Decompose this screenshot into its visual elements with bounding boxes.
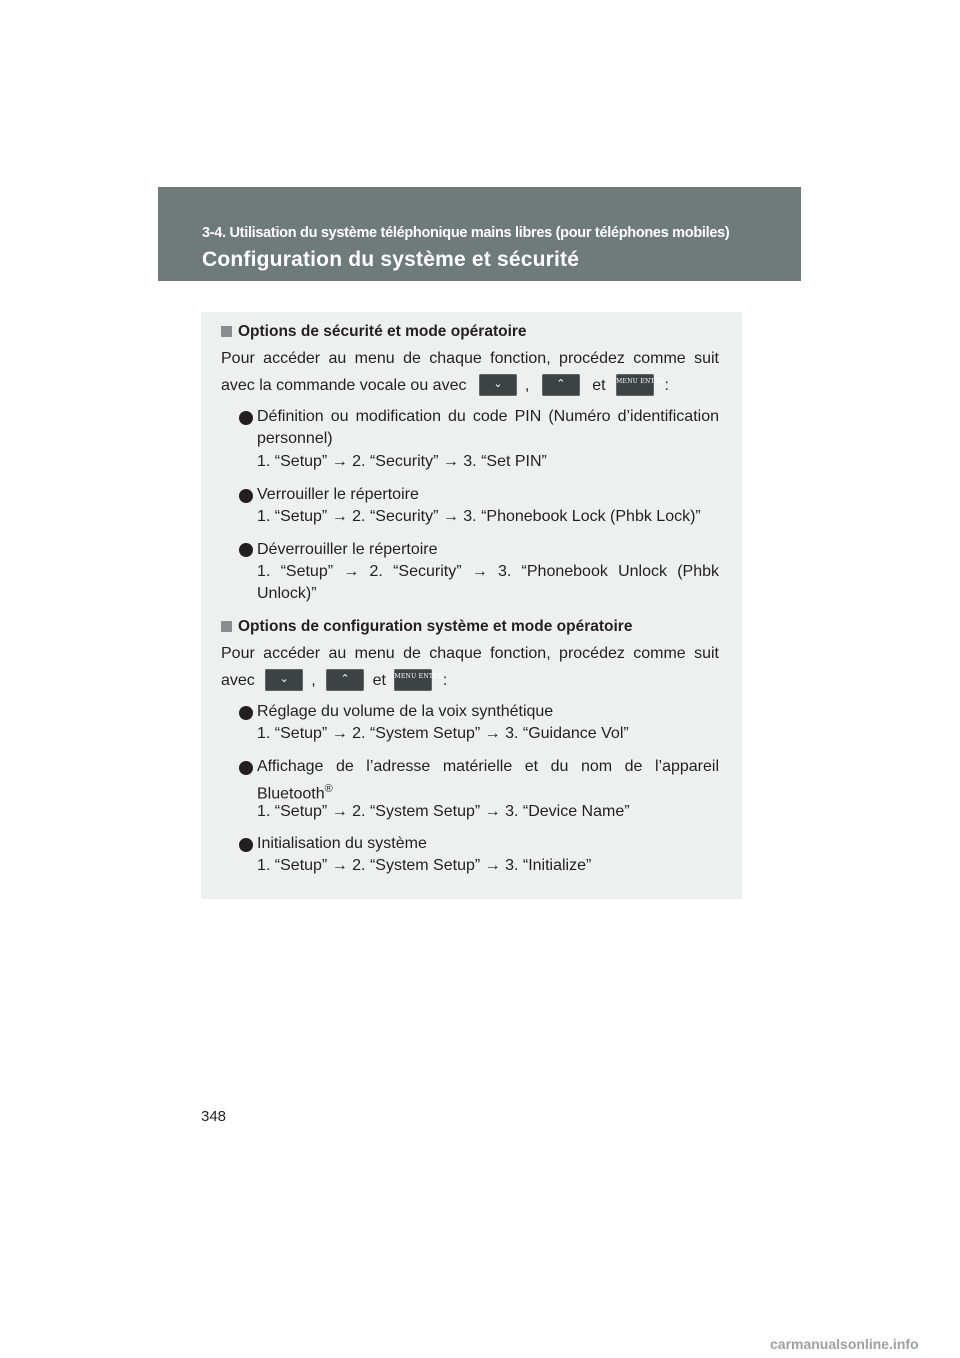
menu-enter-button-image: MENU ENTER [616,374,654,396]
down-button-image [265,669,303,691]
section1-intro-line1: Pour accéder au menu de chaque fonction, procédez comme suit [221,350,719,367]
down-button-image [479,374,517,396]
s2-item3-title: Initialisation du système [257,835,427,852]
square-bullet-icon [221,621,232,632]
s2-item2-path: 1. “Setup” → 2. “System Setup” → 3. “Device Name” [257,803,630,820]
section1-intro-line2: avec la commande vocale ou avec ⌄ , ⌃ et MENU ENTER : [221,372,669,399]
bullet-icon [239,543,253,557]
s2-item1-path: 1. “Setup” → 2. “System Setup” → 3. “Guidance Vol” [257,725,629,742]
s2-item2-title: Affichage de l’adresse matérielle et du nom de l’appareil [257,758,719,775]
bullet-icon [239,838,253,852]
s1-item1-title: Définition ou modification du code PIN (Numéro d’identification [257,408,719,425]
s1-item3-title: Déverrouiller le répertoire [257,541,438,558]
section2-intro-line2: avec ⌄ , ⌃ et MENU ENTER : [221,667,447,694]
content-panel [201,312,742,899]
s2-item3-path: 1. “Setup” → 2. “System Setup” → 3. “Initialize” [257,857,592,874]
up-button-image [326,669,364,691]
s1-item3-path: 1. “Setup” → 2. “Security” → 3. “Phonebook Unlock (Phbk [257,563,719,580]
bullet-icon [239,489,253,503]
s1-item2-path: 1. “Setup” → 2. “Security” → 3. “Phonebook Lock (Phbk Lock)” [257,508,701,525]
s2-item2-title-cont: Bluetooth® [257,783,333,803]
chevron-up-icon: ⌃ [556,378,566,390]
page-title: Configuration du système et sécurité [202,248,580,271]
s1-item2-title: Verrouiller le répertoire [257,486,419,503]
s2-item1-title: Réglage du volume de la voix synthétique [257,703,554,720]
bullet-icon [239,706,253,720]
chevron-down-icon: ⌄ [279,673,289,685]
s1-item1-title-cont: personnel) [257,430,333,447]
chevron-down-icon: ⌄ [493,378,503,390]
square-bullet-icon [221,326,232,337]
section1-heading: Options de sécurité et mode opératoire [221,323,527,341]
up-button-image [542,374,580,396]
section2-intro-line1: Pour accéder au menu de chaque fonction, procédez comme suit [221,645,719,662]
menu-enter-button-image: MENU ENTER [394,669,432,691]
chevron-up-icon: ⌃ [340,673,350,685]
bullet-icon [239,761,253,775]
section2-heading: Options de configuration système et mode opératoire [221,618,632,636]
bullet-icon [239,411,253,425]
s1-item3-path-cont: Unlock)” [257,585,317,602]
section-breadcrumb: 3-4. Utilisation du système téléphonique mains libres (pour téléphones mobiles) [202,225,730,241]
s1-item1-path: 1. “Setup” → 2. “Security” → 3. “Set PIN” [257,453,547,470]
page-number: 348 [201,1108,227,1125]
section-header-band [158,187,801,281]
watermark-link[interactable]: carmanualsonline.info [770,1336,919,1352]
